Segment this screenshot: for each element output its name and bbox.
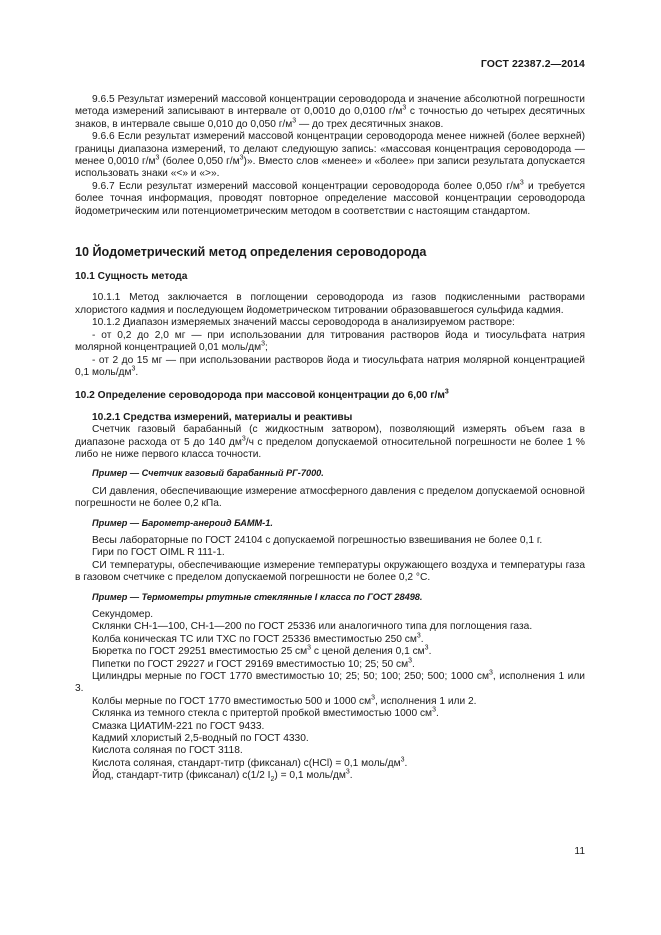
page-number: 11 bbox=[574, 846, 585, 857]
jars-item: Склянки СН-1—100, СН-1—200 по ГОСТ 25336 или аналогичного типа для поглощения газа. bbox=[92, 621, 533, 633]
hydrochloric-acid-item: Кислота соляная по ГОСТ 3118. bbox=[92, 745, 243, 757]
pipettes-item: Пипетки по ГОСТ 29227 и ГОСТ 29169 вместимостью 10; 25; 50 $см^3$. bbox=[92, 657, 415, 670]
gas-meter-item: Счетчик газовый барабанный (с жидкостным затвором), позволяющий измерять объем газа в диапазоне расхода от 5 до 140 $дм^3/ч$ с пределом допускаемой относительной погрешности не более 1 % либо не ниже первого класса точности. bbox=[75, 424, 585, 460]
paragraph-9-6-7: 9.6.7 Если результат измерений массовой концентрации сероводорода более 0,050 $г/м^3$ и требуется более точная информация, проводят повторное определение массовой концентрации сероводорода йодометрическим или потенциометрическим методом в соответствии с настоящим стандартом. bbox=[75, 179, 585, 217]
volumetric-flasks-item: Колбы мерные по ГОСТ 1770 вместимостью 500 и 1000 $см^3$, исполнения 1 или 2. bbox=[92, 694, 477, 707]
iodine-standard-item: Йод, стандарт-титр (фиксанал) с(1/2 $I_2) = 0,1$ моль/$дм^3$. bbox=[92, 768, 353, 784]
scales-item: Весы лабораторные по ГОСТ 24104 с допускаемой погрешностью взвешивания не более 0,1 г. bbox=[92, 534, 543, 546]
section-10-heading: 10 Йодометрический метод определения сероводорода bbox=[75, 245, 427, 260]
paragraph-10-1-1: 10.1.1 Метод заключается в поглощении сероводорода из газов подкисленными растворами хлористого кадмия и последующем йодометрическом титровании образовавшегося сульфида кадмия. bbox=[75, 292, 585, 316]
dark-jar-item: Склянка из темного стекла с притертой пробкой вместимостью 1000 $см^3$. bbox=[92, 706, 439, 720]
cadmium-chloride-item: Кадмий хлористый 2,5-водный по ГОСТ 4330. bbox=[92, 733, 309, 745]
example-gas-meter: Пример — Счетчик газовый барабанный РГ-7000. bbox=[92, 468, 324, 479]
paragraph-9-6-5: 9.6.5 Результат измерений массовой концентрации сероводорода и значение абсолютной погрешности метода измерений записывают в интервале от 0,0010 до 0,0100 $г/м^3$ с точностью до четырех десятичных знаков, в интервале свыше 0,010 до 0,050 $г/м^3$ — до трех десятичных знаков. bbox=[75, 94, 585, 130]
section-10-2-heading: 10.2 Определение сероводорода при массовой концентрации до 6,00 $г/м^3$ bbox=[75, 388, 449, 402]
paragraph-10-1-2: 10.1.2 Диапазон измеряемых значений массы сероводорода в анализируемом растворе: bbox=[92, 317, 515, 329]
example-thermometers: Пример — Термометры ртутные стеклянные I класса по ГОСТ 28498. bbox=[92, 591, 423, 602]
temperature-item: СИ температуры, обеспечивающие измерение температуры окружающего воздуха и температуры газа в газовом счетчике с пределом допускаемой погрешности не более 0,2 °С. bbox=[75, 559, 585, 584]
page-body bbox=[75, 94, 585, 783]
conical-flask-item: Колба коническая ТС или ТХС по ГОСТ 25336 вместимостью 250 $см^3$. bbox=[92, 632, 424, 645]
range-item-2: - от 2 до 15 мг — при использовании растворов йода и тиосульфата натрия молярной концентрацией 0,1 моль/$дм^3$. bbox=[75, 354, 585, 378]
weights-item: Гири по ГОСТ OIML R 111-1. bbox=[92, 547, 225, 559]
pressure-item: СИ давления, обеспечивающие измерение атмосферного давления с пределом допускаемой основной погрешности не более 0,2 кПа. bbox=[75, 485, 585, 510]
stopwatch-item: Секундомер. bbox=[92, 609, 154, 620]
section-10-2-1-heading: 10.2.1 Средства измерений, материалы и реактивы bbox=[92, 411, 353, 423]
cylinders-item: Цилиндры мерные по ГОСТ 1770 вместимостью 10; 25; 50; 100; 250; 500; 1000 $см^3$, исполнения 1 или 3. bbox=[75, 669, 585, 695]
paragraph-9-6-6: 9.6.6 Если результат измерений массовой концентрации сероводорода менее нижней (более верхней) границы диапазона измерений, то делают следующую запись: «массовая концентрация сероводорода — менее 0,0010 $г/м^3$ (более 0,050 $г/м^3$)». Вместо слов «менее» и «более» при записи результата допускается использовать знаки «<» и «>». bbox=[75, 131, 586, 180]
example-barometer: Пример — Барометр-анероид БАММ-1. bbox=[92, 517, 273, 528]
burette-item: Бюретка по ГОСТ 29251 вместимостью 25 $см^3$ с ценой деления 0,1 $см^3$. bbox=[92, 644, 432, 658]
range-item-1: - от 0,2 до 2,0 мг — при использовании для титрования растворов йода и тиосульфата натрия молярной концентрацией 0,01 моль/$дм^3$; bbox=[75, 329, 585, 354]
section-10-1-heading: 10.1 Сущность метода bbox=[75, 271, 188, 283]
grease-item: Смазка ЦИАТИМ-221 по ГОСТ 9433. bbox=[92, 720, 265, 732]
hcl-standard-item: Кислота соляная, стандарт-титр (фиксанал) с(HCl) = 0,1 моль/$дм^3$. bbox=[92, 756, 408, 769]
page-header-standard: ГОСТ 22387.2—2014 bbox=[480, 58, 585, 70]
